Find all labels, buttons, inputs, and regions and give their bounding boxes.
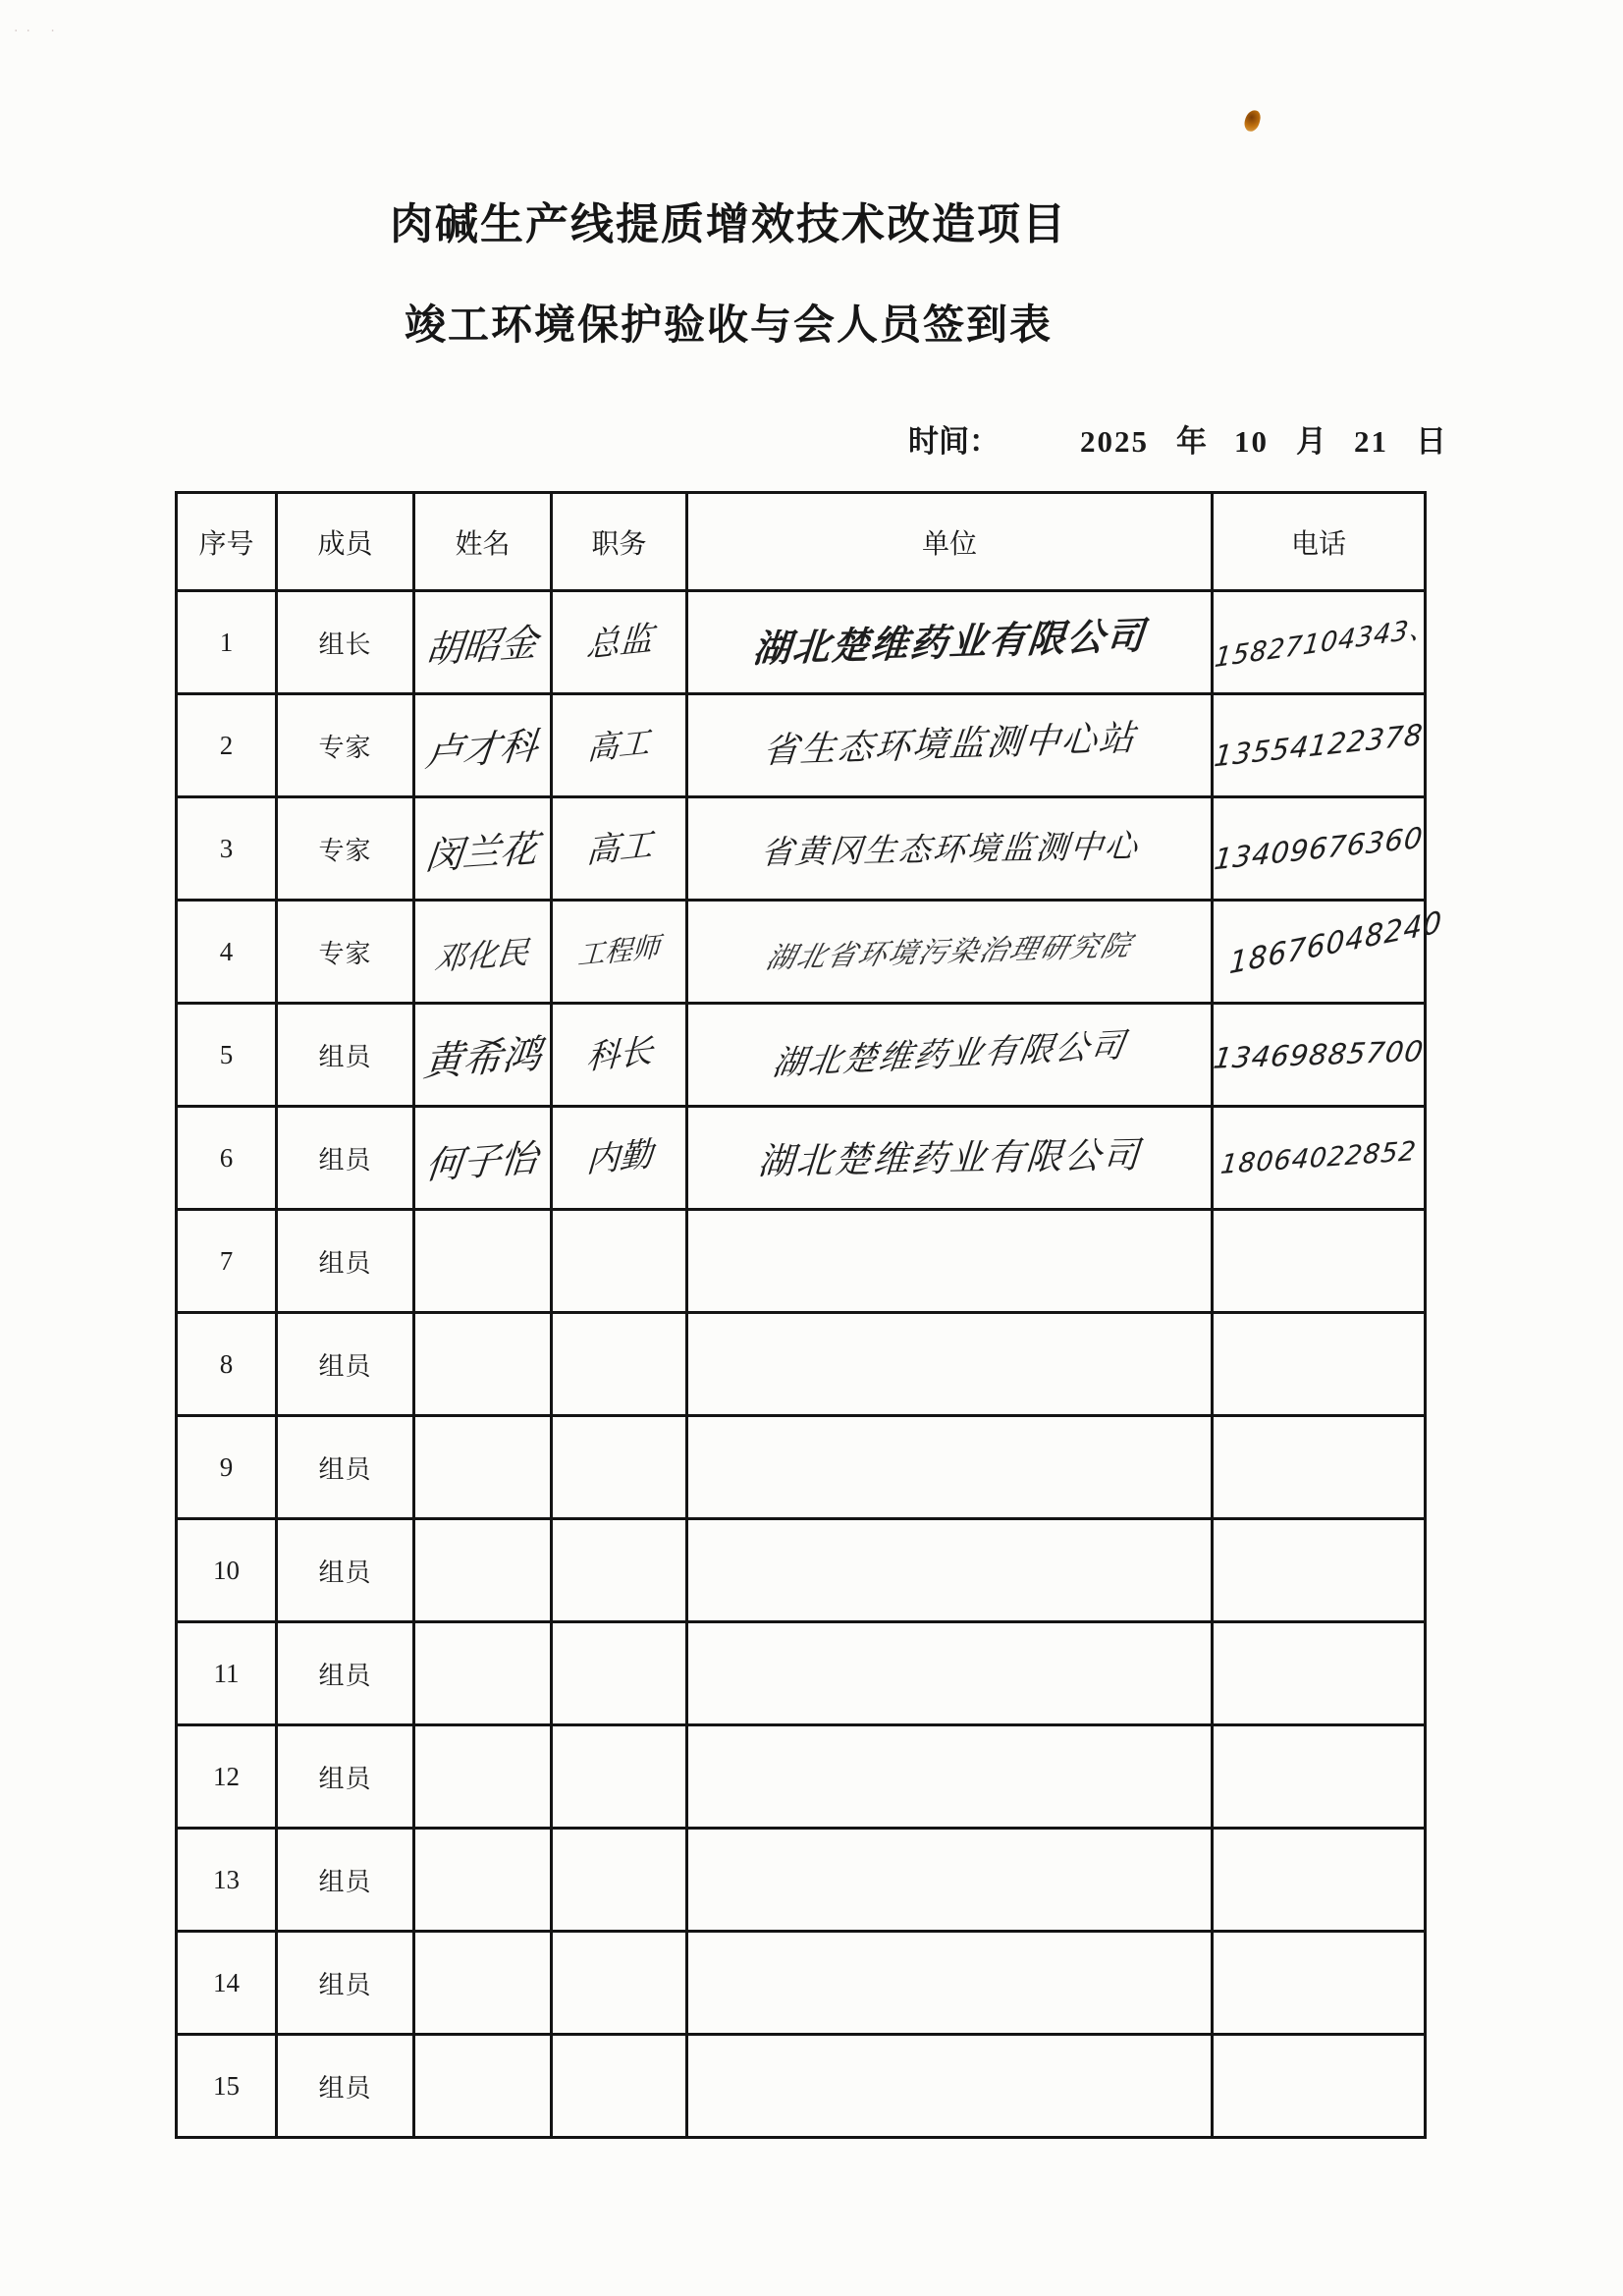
cell-no [177, 1622, 277, 1725]
date-day-unit: 日 [1416, 424, 1446, 459]
cell-name [414, 1519, 552, 1622]
table-row [177, 1004, 1426, 1107]
cell-unit [687, 1725, 1213, 1829]
printed-member: 组员 [318, 1248, 372, 1278]
printed-no: 12 [213, 1761, 240, 1791]
printed-member: 组员 [318, 1764, 372, 1793]
handwritten-name: 何子怡 [423, 1135, 541, 1188]
cell-phone [1213, 1622, 1426, 1725]
printed-member: 组员 [318, 1145, 372, 1175]
table-row [177, 2035, 1426, 2138]
cell-no [177, 1416, 277, 1519]
signin-table [175, 491, 1443, 2139]
handwritten-phone: 18064022852 [1218, 1135, 1419, 1180]
cell-no [177, 1829, 277, 1932]
cell-unit [687, 1313, 1213, 1416]
printed-no: 15 [213, 2070, 240, 2101]
printed-no: 8 [219, 1348, 234, 1379]
cell-title [552, 2035, 687, 2138]
cell-unit [687, 2035, 1213, 2138]
ink-blot [1243, 109, 1262, 134]
doc-title-line1: 肉碱生产线提质增效技术改造项目 [390, 200, 1067, 248]
cell-name [414, 1416, 552, 1519]
handwritten-phone: 13554122378 [1212, 717, 1426, 773]
cell-no [177, 1725, 277, 1829]
cell-unit [687, 1004, 1213, 1107]
cell-member [277, 1313, 414, 1416]
cell-name [414, 694, 552, 797]
handwritten-phone: 13409676360 [1212, 820, 1426, 876]
cell-no [177, 2035, 277, 2138]
header-title: 职务 [552, 493, 687, 591]
header-row [177, 493, 1426, 591]
cell-unit [687, 591, 1213, 694]
table-row [177, 1210, 1426, 1313]
date-label: 时间： [908, 424, 1000, 459]
printed-no: 6 [219, 1142, 234, 1173]
printed-no: 2 [219, 730, 234, 760]
printed-no: 14 [213, 1967, 240, 1997]
cell-title [552, 1519, 687, 1622]
handwritten-phone: 13469885700 [1211, 1033, 1427, 1075]
cell-unit [687, 1210, 1213, 1313]
cell-title [552, 1313, 687, 1416]
cell-unit [687, 694, 1213, 797]
table-row [177, 797, 1426, 901]
handwritten-unit: 湖北楚维药业有限公司 [751, 613, 1148, 672]
handwritten-name: 黄希鸿 [420, 1031, 544, 1086]
handwritten-title: 高工 [586, 723, 652, 768]
printed-no: 10 [213, 1555, 240, 1585]
corner-smudge: ·· · [14, 24, 63, 39]
table-row [177, 901, 1426, 1004]
cell-phone [1213, 1004, 1426, 1107]
table-row [177, 591, 1426, 694]
cell-title [552, 1932, 687, 2035]
printed-no: 13 [213, 1864, 240, 1894]
cell-phone [1213, 591, 1438, 694]
cell-no [177, 1519, 277, 1622]
cell-name [414, 1107, 552, 1210]
handwritten-phone: 15827104343、 [1213, 611, 1438, 674]
date-year: 2025 [1080, 424, 1149, 459]
handwritten-title: 高工 [584, 825, 654, 872]
printed-member: 专家 [318, 836, 372, 865]
cell-unit [687, 1519, 1213, 1622]
cell-no [177, 694, 277, 797]
cell-title [552, 591, 687, 694]
table-row [177, 1932, 1426, 2035]
cell-no [177, 1107, 277, 1210]
cell-phone [1213, 2035, 1426, 2138]
printed-no: 11 [213, 1658, 240, 1688]
printed-member: 组员 [318, 1351, 372, 1381]
date-line [908, 416, 1452, 461]
cell-member [277, 1210, 414, 1313]
printed-member: 专家 [318, 939, 372, 968]
cell-member [277, 1725, 414, 1829]
cell-name [414, 1210, 552, 1313]
cell-phone [1213, 1416, 1426, 1519]
handwritten-phone: 18676048240 [1228, 904, 1443, 982]
printed-member: 组员 [318, 2073, 372, 2103]
cell-phone [1213, 797, 1426, 901]
printed-no: 9 [219, 1451, 234, 1482]
handwritten-title: 工程师 [576, 930, 662, 972]
header-unit: 单位 [687, 493, 1213, 591]
cell-phone [1213, 1210, 1426, 1313]
header-name: 姓名 [414, 493, 552, 591]
cell-name [414, 1622, 552, 1725]
cell-name [414, 1004, 552, 1107]
table-row [177, 1829, 1426, 1932]
cell-unit [687, 797, 1213, 901]
cell-no [177, 591, 277, 694]
cell-unit [687, 901, 1213, 1004]
cell-member [277, 2035, 414, 2138]
cell-no [177, 1932, 277, 2035]
signin-table-body [177, 591, 1443, 2138]
cell-no [177, 797, 277, 901]
handwritten-unit: 湖北楚维药业有限公司 [756, 1133, 1143, 1182]
cell-unit [687, 1416, 1213, 1519]
table-row [177, 694, 1426, 797]
handwritten-unit: 省生态环境监测中心站 [761, 718, 1138, 772]
cell-no [177, 1210, 277, 1313]
cell-unit [687, 1932, 1213, 2035]
header-member: 成员 [277, 493, 414, 591]
printed-member: 组员 [318, 1970, 372, 1999]
cell-member [277, 1004, 414, 1107]
cell-title [552, 1004, 687, 1107]
cell-phone [1213, 1107, 1426, 1210]
date-month-unit: 月 [1296, 424, 1326, 459]
printed-member: 组员 [318, 1867, 372, 1896]
handwritten-name: 胡昭金 [423, 620, 541, 673]
cell-member [277, 1829, 414, 1932]
printed-member: 组长 [318, 629, 372, 659]
date-year-unit: 年 [1176, 424, 1207, 459]
cell-title [552, 694, 687, 797]
cell-member [277, 591, 414, 694]
date-month: 10 [1234, 424, 1269, 459]
printed-member: 组员 [318, 1454, 372, 1484]
cell-name [414, 797, 552, 901]
cell-phone [1213, 694, 1426, 797]
cell-no [177, 1313, 277, 1416]
printed-member: 组员 [318, 1558, 372, 1587]
cell-member [277, 1519, 414, 1622]
handwritten-title: 科长 [584, 1031, 654, 1078]
cell-member [277, 1622, 414, 1725]
printed-no: 4 [219, 936, 234, 966]
cell-title [552, 797, 687, 901]
printed-no: 7 [219, 1245, 234, 1276]
cell-title [552, 1210, 687, 1313]
cell-name [414, 1829, 552, 1932]
cell-no [177, 901, 277, 1004]
table-row [177, 1519, 1426, 1622]
cell-member [277, 1416, 414, 1519]
cell-name [414, 901, 552, 1004]
cell-no [177, 1004, 277, 1107]
cell-title [552, 1622, 687, 1725]
header-no: 序号 [177, 493, 277, 591]
cell-name [414, 591, 552, 694]
handwritten-unit: 湖北楚维药业有限公司 [770, 1025, 1129, 1084]
cell-unit [687, 1622, 1213, 1725]
cell-name [414, 1725, 552, 1829]
table-row [177, 1313, 1426, 1416]
table-row [177, 1725, 1426, 1829]
cell-title [552, 1107, 687, 1210]
printed-no: 3 [219, 833, 234, 863]
printed-member: 专家 [318, 733, 372, 762]
cell-unit [687, 1107, 1213, 1210]
handwritten-unit: 省黄冈生态环境监测中心 [758, 826, 1141, 871]
handwritten-title: 内勤 [584, 1134, 654, 1181]
cell-member [277, 1932, 414, 2035]
cell-name [414, 1932, 552, 2035]
cell-phone [1213, 1829, 1426, 1932]
cell-name [414, 2035, 552, 2138]
table-row [177, 1622, 1426, 1725]
cell-member [277, 694, 414, 797]
cell-phone [1213, 1519, 1426, 1622]
printed-member: 组员 [318, 1661, 372, 1690]
cell-title [552, 1829, 687, 1932]
handwritten-name: 邓化民 [433, 933, 531, 978]
cell-member [277, 1107, 414, 1210]
cell-phone [1213, 1313, 1426, 1416]
handwritten-unit: 湖北省环境污染治理研究院 [762, 927, 1137, 975]
table-row [177, 1416, 1426, 1519]
header-phone: 电话 [1213, 493, 1426, 591]
cell-phone [1213, 1725, 1426, 1829]
date-day: 21 [1354, 424, 1388, 459]
handwritten-name: 卢才科 [423, 723, 541, 776]
cell-phone [1213, 901, 1443, 1004]
cell-member [277, 797, 414, 901]
cell-phone [1213, 1932, 1426, 2035]
printed-member: 组员 [318, 1042, 372, 1071]
cell-unit [687, 1829, 1213, 1932]
printed-no: 1 [219, 627, 234, 657]
doc-title-line2: 竣工环境保护验收与会人员签到表 [404, 301, 1054, 348]
cell-member [277, 901, 414, 1004]
cell-name [414, 1313, 552, 1416]
handwritten-title: 总监 [584, 619, 654, 666]
handwritten-name: 闵兰花 [423, 826, 541, 879]
table-row [177, 1107, 1426, 1210]
cell-title [552, 1416, 687, 1519]
cell-title [552, 1725, 687, 1829]
printed-no: 5 [219, 1039, 234, 1069]
cell-title [552, 901, 687, 1004]
